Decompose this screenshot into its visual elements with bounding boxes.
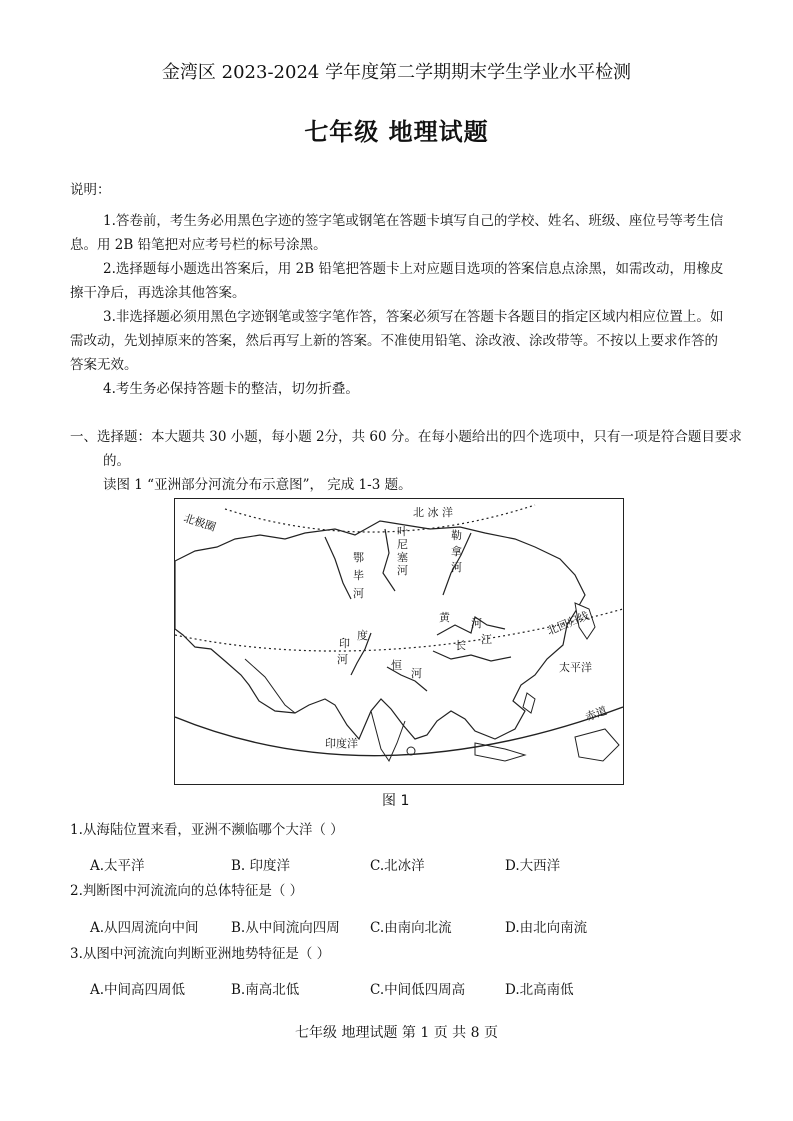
figure-caption: 图 1 bbox=[382, 793, 410, 809]
option-b: B.南高北低 bbox=[231, 982, 300, 998]
river-label: 度 bbox=[357, 629, 368, 642]
indian-ocean-label: 印度洋 bbox=[325, 737, 358, 750]
page-title: 七年级 地理试题 bbox=[304, 117, 489, 146]
river-label: 河 bbox=[451, 561, 462, 574]
river-label: 塞 bbox=[397, 551, 408, 564]
arctic-circle-label: 北极圈 bbox=[182, 511, 218, 535]
river-label: 河 bbox=[337, 653, 348, 666]
exam-subtitle: 金湾区 2023-2024 学年度第二学期期末学生学业水平检测 bbox=[161, 62, 632, 83]
option-c: C.中间低四周高 bbox=[370, 982, 466, 998]
river-label: 印 bbox=[339, 637, 350, 650]
option-d: D.由北向南流 bbox=[505, 920, 588, 936]
question-stem: 2.判断图中河流流向的总体特征是（ ） bbox=[70, 883, 304, 899]
river-label: 毕 bbox=[353, 569, 364, 582]
instructions-heading: 说明： bbox=[70, 182, 111, 198]
option-d: D.大西洋 bbox=[505, 858, 561, 874]
river-label: 江 bbox=[481, 633, 492, 646]
river-label: 长 bbox=[455, 639, 466, 652]
question-stem: 3.从图中河流流向判断亚洲地势特征是（ ） bbox=[70, 946, 331, 962]
question-stem: 1.从海陆位置来看，亚洲不濒临哪个大洋（ ） bbox=[70, 822, 344, 838]
option-b: B. 印度洋 bbox=[231, 858, 291, 874]
river-label: 河 bbox=[353, 587, 364, 600]
option-a: A.中间高四周低 bbox=[90, 982, 186, 998]
instruction-item: 1.答卷前，考生务必用黑色字迹的签字笔或钢笔在答题卡填写自己的学校、姓名、班级、座位号等考生信息。用 2B 铅笔把对应考号栏的标号涂黑。 bbox=[70, 213, 724, 253]
option-c: C.北冰洋 bbox=[370, 858, 425, 874]
option-a: A.太平洋 bbox=[90, 858, 145, 874]
river-label: 尼 bbox=[397, 538, 408, 551]
option-b: B.从中间流向四周 bbox=[231, 920, 340, 936]
asia-river-map bbox=[174, 498, 624, 785]
river-label: 河 bbox=[411, 667, 422, 680]
river-label: 鄂 bbox=[353, 551, 364, 564]
arctic-ocean-label: 北 冰 洋 bbox=[413, 506, 453, 519]
river-label: 河 bbox=[471, 617, 482, 630]
river-label: 拿 bbox=[451, 545, 462, 558]
tropic-label: 北回归线 bbox=[545, 609, 591, 638]
map-intro: 读图 1 “亚洲部分河流分布示意图”， 完成 1-3 题。 bbox=[103, 477, 412, 493]
option-d: D.北高南低 bbox=[505, 982, 574, 998]
river-label: 勒 bbox=[451, 529, 462, 542]
option-c: C.由南向北流 bbox=[370, 920, 452, 936]
pacific-ocean-label: 太平洋 bbox=[559, 661, 592, 674]
river-label: 叶 bbox=[397, 525, 408, 538]
page-footer: 七年级 地理试题 第 1 页 共 8 页 bbox=[295, 1025, 498, 1041]
section-heading: 一、选择题：本大题共 30 小题，每小题 2分，共 60 分。在每小题给出的四个选项中，只有一项是符合题目要求的。 bbox=[70, 429, 742, 469]
river-label: 黄 bbox=[439, 611, 450, 624]
instruction-item: 3.非选择题必须用黑色字迹钢笔或签字笔作答，答案必须写在答题卡各题目的指定区域内相应位置上。如需改动，先划掉原来的答案，然后再写上新的答案。不准使用铅笔、涂改液、涂改带等。不按以上要求作答的答案无效。 bbox=[70, 309, 724, 373]
instruction-item: 2.选择题每小题选出答案后，用 2B 铅笔把答题卡上对应题目选项的答案信息点涂黑，如需改动，用橡皮擦干净后，再选涂其他答案。 bbox=[70, 261, 724, 301]
instruction-item: 4.考生务必保持答题卡的整洁，切勿折叠。 bbox=[103, 381, 359, 397]
river-label: 河 bbox=[397, 564, 408, 577]
equator-label: 赤道 bbox=[583, 704, 609, 724]
option-a: A.从四周流向中间 bbox=[90, 920, 199, 936]
river-label: 恒 bbox=[391, 659, 402, 672]
